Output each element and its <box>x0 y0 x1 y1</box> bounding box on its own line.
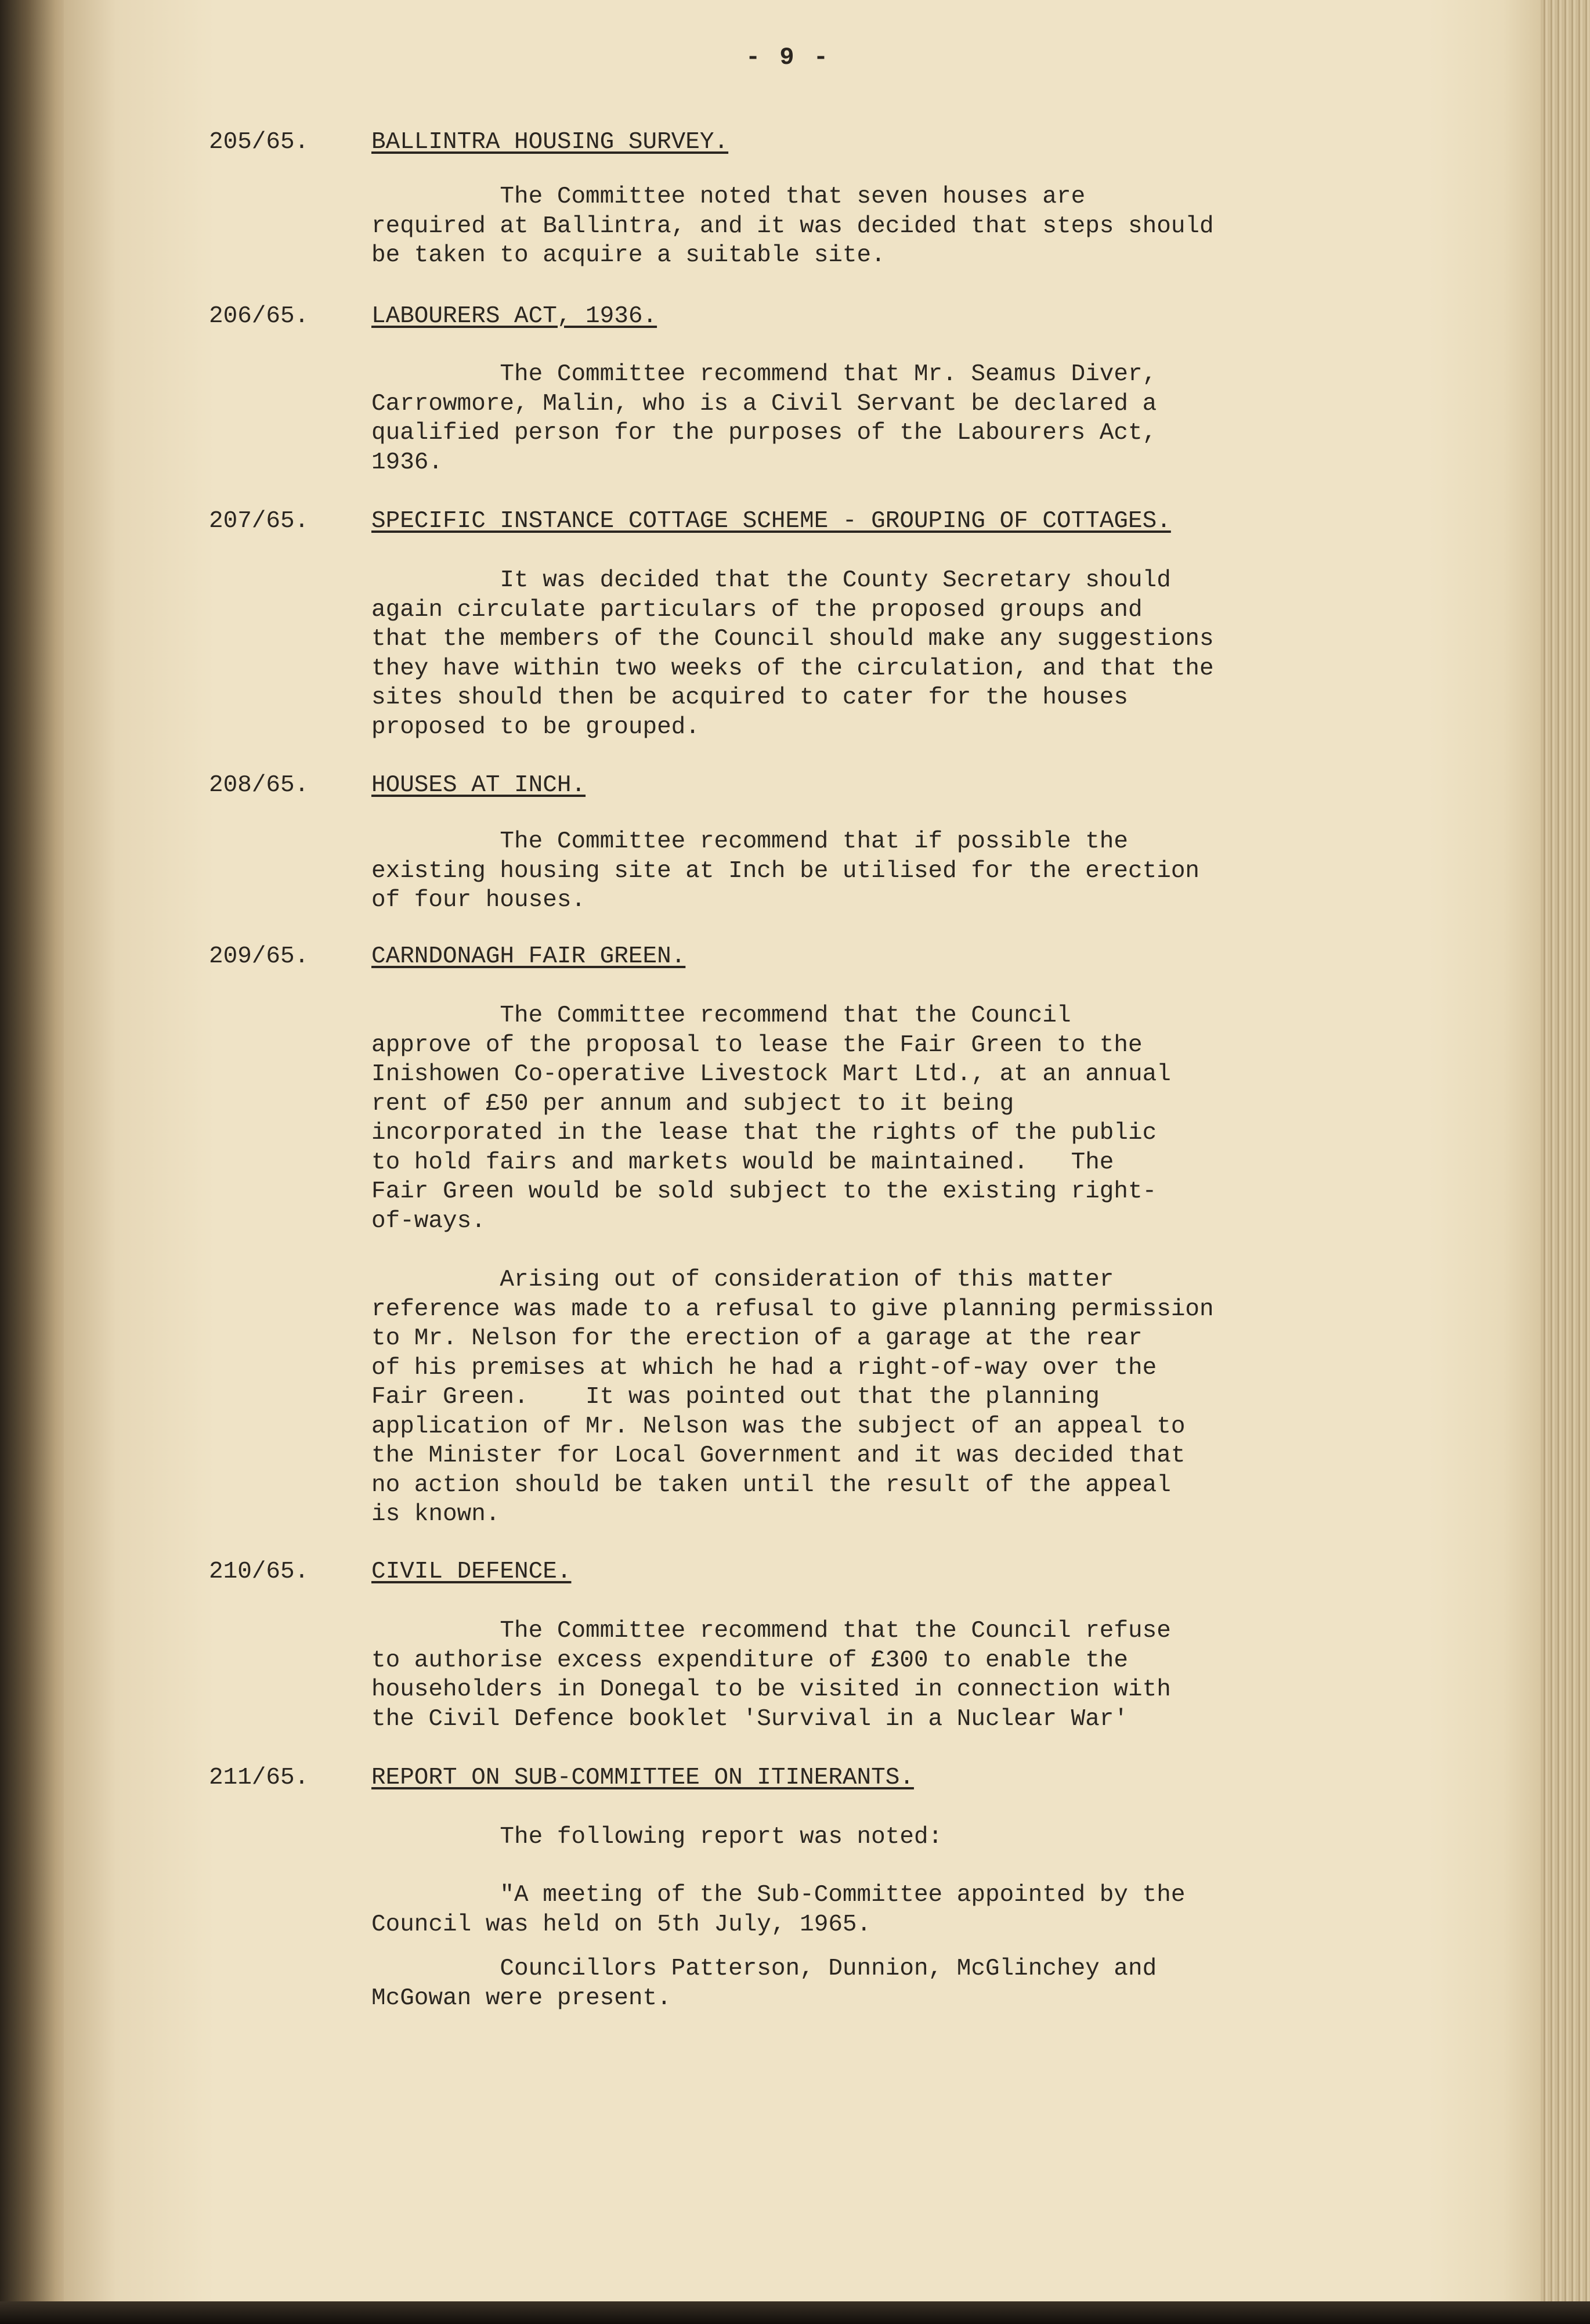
bottom-shadow <box>0 2301 1590 2324</box>
entry-heading: BALLINTRA HOUSING SURVEY. <box>371 129 729 156</box>
entry-paragraph: The Committee recommend that Mr. Seamus Diver, Carrowmore, Malin, who is a Civil Servant be declared a qualified person for the purposes of the Labourers Act, 1936. <box>371 361 1157 476</box>
document-page <box>64 0 1541 2301</box>
entry-paragraph: The Committee recommend that the Council refuse to authorise excess expenditure of £300 to enable the householders in Donegal to be visited in connection with the Civil Defence booklet 'Survival in a Nuclear War' <box>371 1618 1171 1733</box>
entry-heading: CIVIL DEFENCE. <box>371 1558 572 1585</box>
entry-heading: CARNDONAGH FAIR GREEN. <box>371 943 686 970</box>
entry-paragraph: The Committee noted that seven houses are required at Ballintra, and it was decided that steps should be taken to acquire a suitable site. <box>371 183 1214 269</box>
entry-number: 205/65. <box>209 129 309 156</box>
entry-number: 207/65. <box>209 508 309 535</box>
entry-paragraph: Arising out of consideration of this matter reference was made to a refusal to give planning permission to Mr. Nelson for the erection of a garage at the rear of his premises at which he had a right-of-way over the Fair Green. It was pointed out that the planning application of Mr. Nelson was the subject of an appeal to the Minister for Local Government and it was decided that no action should be taken until the result of the appeal is known. <box>371 1266 1214 1528</box>
entry-number: 206/65. <box>209 303 309 330</box>
entry-paragraph: It was decided that the County Secretary should again circulate particulars of the proposed groups and that the members of the Council should make any suggestions they have within two weeks of the circulation, and that the sites should then be acquired to cater for the houses proposed to be grouped. <box>371 567 1214 741</box>
entry-paragraph: The Committee recommend that the Council approve of the proposal to lease the Fair Green to the Inishowen Co-operative Livestock Mart Ltd., at an annual rent of £50 per annum and subject to it being incorporated in the lease that the rights of the public to hold fairs and markets would be maintained. The Fair Green would be sold subject to the existing right- of-ways. <box>371 1002 1171 1235</box>
entry-number: 210/65. <box>209 1558 309 1585</box>
entry-heading: HOUSES AT INCH. <box>371 772 586 799</box>
entry-paragraph: Councillors Patterson, Dunnion, McGlinchey and McGowan were present. <box>371 1955 1157 2012</box>
entry-heading: SPECIFIC INSTANCE COTTAGE SCHEME - GROUPING OF COTTAGES. <box>371 508 1171 535</box>
book-binding <box>0 0 70 2324</box>
page-stack-edge <box>1541 0 1590 2301</box>
entry-number: 209/65. <box>209 943 309 970</box>
entry-heading: LABOURERS ACT, 1936. <box>371 303 657 330</box>
entry-number: 208/65. <box>209 772 309 799</box>
page-number: - 9 - <box>746 44 831 71</box>
entry-number: 211/65. <box>209 1764 309 1791</box>
entry-heading: REPORT ON SUB-COMMITTEE ON ITINERANTS. <box>371 1764 914 1791</box>
entry-paragraph: "A meeting of the Sub-Committee appointed by the Council was held on 5th July, 1965. <box>371 1882 1186 1938</box>
entry-paragraph: The following report was noted: <box>371 1824 943 1850</box>
entry-paragraph: The Committee recommend that if possible the existing housing site at Inch be utilised for the erection of four houses. <box>371 828 1200 914</box>
